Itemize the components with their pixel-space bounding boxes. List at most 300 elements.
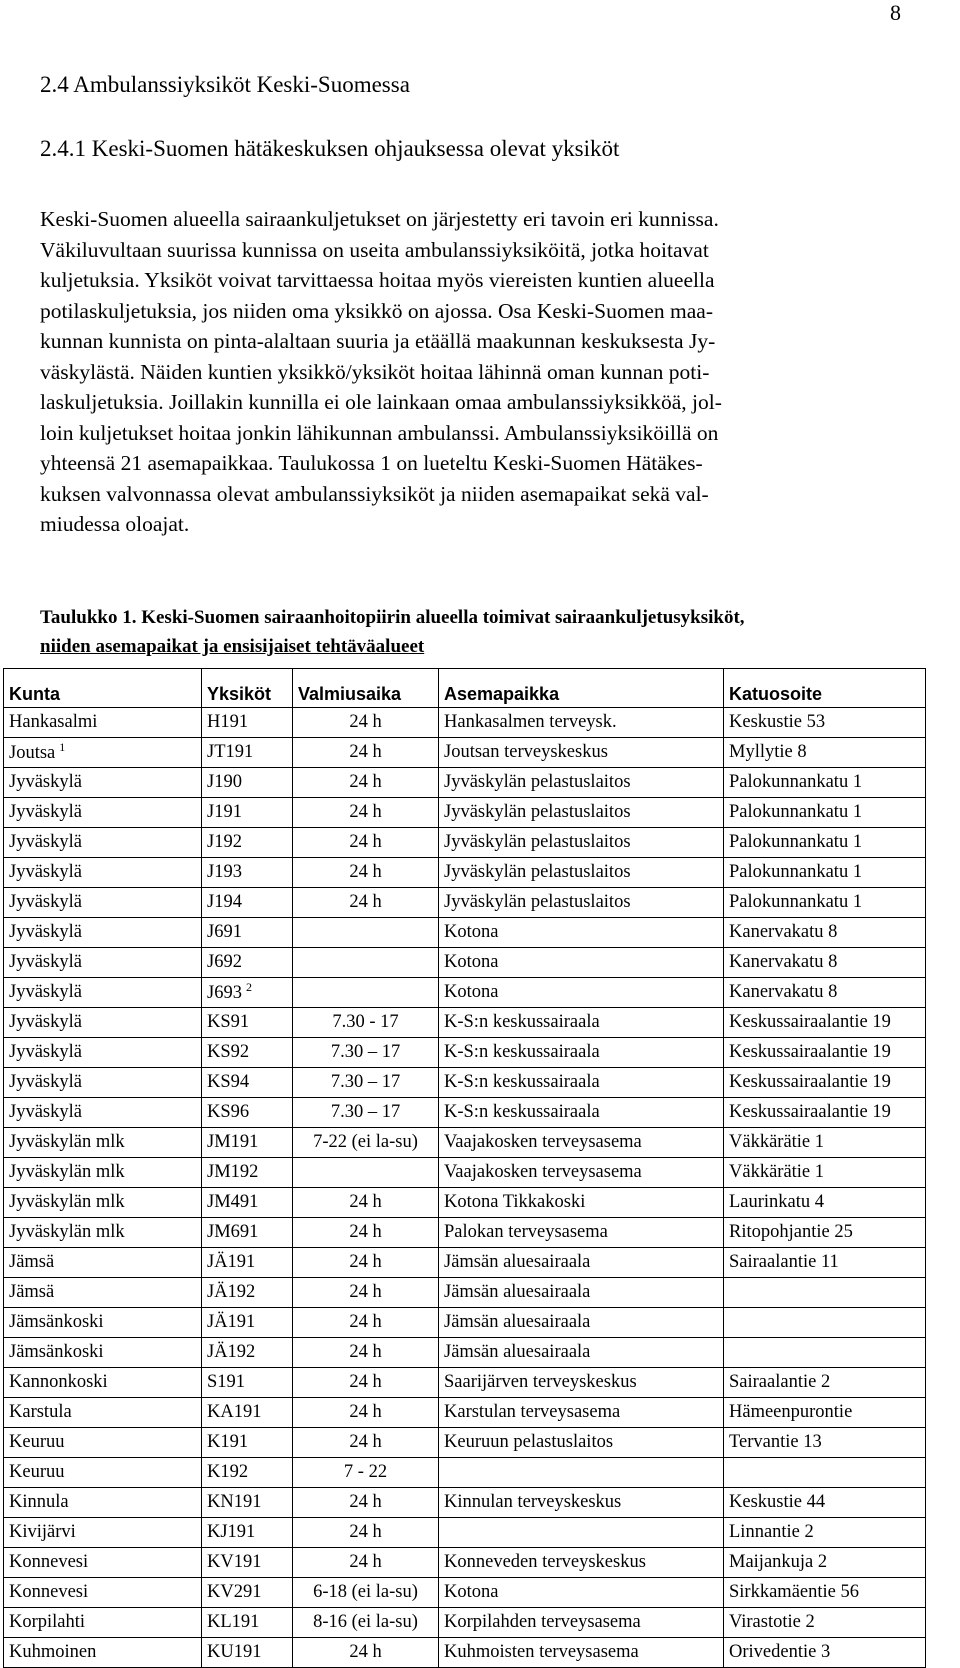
cell-katuosoite — [724, 768, 926, 798]
table-row — [4, 798, 926, 828]
cell-yksikot-text: JÄ191 — [207, 1312, 256, 1332]
cell-asemapaikka-text: Vaajakosken terveysasema — [444, 1162, 642, 1182]
section-heading: 2.4 Ambulanssiyksiköt Keski-Suomessa — [40, 72, 410, 97]
cell-yksikot-text: JM691 — [207, 1222, 259, 1242]
cell-valmiusaika-text: 7.30 – 17 — [330, 1072, 401, 1092]
cell-kunta-text: Joutsa — [9, 743, 56, 764]
cell-katuosoite — [724, 828, 926, 858]
cell-kunta-text: Jyväskylä — [9, 982, 82, 1002]
cell-yksikot — [202, 768, 293, 798]
cell-asemapaikka-text: Palokan terveysasema — [444, 1222, 608, 1242]
table-body — [4, 708, 926, 1668]
table-row — [4, 1098, 926, 1128]
cell-kunta — [4, 918, 202, 948]
cell-katuosoite — [724, 1188, 926, 1218]
table-row — [4, 978, 926, 1008]
cell-katuosoite-text: Keskussairaalantie 19 — [729, 1102, 891, 1122]
cell-katuosoite — [724, 1158, 926, 1188]
cell-kunta — [4, 978, 202, 1008]
cell-yksikot — [202, 1428, 293, 1458]
cell-kunta-text: Jyväskylä — [9, 1102, 82, 1122]
cell-yksikot — [202, 1008, 293, 1038]
table-row — [4, 1308, 926, 1338]
cell-valmiusaika — [293, 1548, 439, 1578]
cell-yksikot — [202, 1488, 293, 1518]
cell-asemapaikka — [439, 858, 724, 888]
table-row — [4, 1608, 926, 1638]
cell-katuosoite — [724, 798, 926, 828]
cell-yksikot — [202, 1128, 293, 1158]
cell-kunta — [4, 1188, 202, 1218]
table-row — [4, 1578, 926, 1608]
cell-valmiusaika — [293, 1608, 439, 1638]
cell-asemapaikka — [439, 1008, 724, 1038]
cell-kunta — [4, 1308, 202, 1338]
cell-yksikot — [202, 1548, 293, 1578]
cell-yksikot — [202, 1218, 293, 1248]
cell-kunta-text: Jyväskylä — [9, 862, 82, 882]
cell-asemapaikka — [439, 1428, 724, 1458]
cell-valmiusaika — [293, 1158, 439, 1188]
cell-katuosoite-text: Tervantie 13 — [729, 1432, 822, 1452]
cell-katuosoite — [724, 978, 926, 1008]
cell-asemapaikka-text: Kotona — [444, 952, 499, 972]
cell-kunta — [4, 1608, 202, 1638]
cell-kunta — [4, 948, 202, 978]
cell-kunta-text: Jyväskylä — [9, 1072, 82, 1092]
cell-yksikot-text: KL191 — [207, 1612, 260, 1632]
cell-katuosoite-text: Ritopohjantie 25 — [729, 1222, 853, 1242]
paragraph-line: väskylästä. Näiden kuntien yksikkö/yksiköt hoitaa lähinnä oman kunnan poti- — [40, 359, 710, 384]
cell-yksikot-text: S191 — [207, 1372, 246, 1392]
table-row — [4, 1068, 926, 1098]
cell-asemapaikka — [439, 1218, 724, 1248]
cell-katuosoite-text: Sairaalantie 2 — [729, 1372, 831, 1392]
cell-kunta — [4, 1278, 202, 1308]
cell-asemapaikka — [439, 1368, 724, 1398]
cell-valmiusaika — [293, 1098, 439, 1128]
table-row — [4, 1248, 926, 1278]
cell-valmiusaika-text: 24 h — [349, 1342, 382, 1362]
cell-yksikot-text: J190 — [207, 772, 242, 792]
cell-kunta — [4, 1578, 202, 1608]
cell-yksikot-text: KN191 — [207, 1492, 262, 1512]
cell-valmiusaika — [293, 1308, 439, 1338]
cell-katuosoite-text: Palokunnankatu 1 — [729, 802, 863, 822]
cell-valmiusaika-text: 7.30 - 17 — [332, 1012, 399, 1032]
cell-katuosoite-text: Linnantie 2 — [729, 1522, 814, 1542]
table-row — [4, 708, 926, 738]
cell-kunta-text: Jyväskylän mlk — [9, 1162, 125, 1182]
cell-valmiusaika — [293, 738, 439, 768]
table-row — [4, 738, 926, 768]
table-row — [4, 828, 926, 858]
cell-kunta-text: Jyväskylä — [9, 1042, 82, 1062]
cell-kunta-text: Jyväskylän mlk — [9, 1192, 125, 1212]
cell-yksikot-text: J193 — [207, 862, 242, 882]
cell-valmiusaika — [293, 1458, 439, 1488]
cell-valmiusaika-text: 24 h — [349, 1552, 382, 1572]
cell-katuosoite — [724, 1098, 926, 1128]
paragraph-line: Keski-Suomen alueella sairaankuljetukset on järjestetty eri tavoin eri kunnissa. — [40, 207, 719, 231]
cell-katuosoite-text: Väkkärätie 1 — [729, 1132, 825, 1152]
cell-valmiusaika — [293, 1338, 439, 1368]
cell-asemapaikka — [439, 1068, 724, 1098]
cell-asemapaikka-text: Vaajakosken terveysasema — [444, 1132, 642, 1152]
cell-valmiusaika-text: 24 h — [349, 862, 382, 882]
cell-katuosoite — [724, 1608, 926, 1638]
paragraph-line: kunnan kunnista on pinta-alaltaan suuria ja etäällä maakunnan keskuksesta Jy- — [40, 329, 716, 353]
cell-kunta — [4, 1098, 202, 1128]
cell-asemapaikka — [439, 828, 724, 858]
cell-katuosoite — [724, 1548, 926, 1578]
cell-valmiusaika — [293, 1488, 439, 1518]
cell-katuosoite — [724, 1338, 926, 1368]
cell-asemapaikka — [439, 1188, 724, 1218]
paragraph-line: laskuljetuksia. Joillakin kunnilla ei ole lainkaan omaa ambulanssiyksikköä, jol- — [40, 390, 722, 414]
cell-asemapaikka — [439, 888, 724, 918]
cell-katuosoite-text: Sirkkamäentie 56 — [729, 1582, 859, 1602]
cell-asemapaikka — [439, 738, 724, 768]
cell-katuosoite-text: Orivedentie 3 — [729, 1642, 831, 1662]
table-row — [4, 1218, 926, 1248]
cell-yksikot — [202, 1158, 293, 1188]
cell-kunta-text: Kannonkoski — [9, 1372, 108, 1392]
cell-asemapaikka-text: Keuruun pelastuslaitos — [444, 1432, 614, 1452]
table-row — [4, 1638, 926, 1668]
cell-yksikot-text: KS96 — [207, 1102, 250, 1122]
cell-katuosoite — [724, 948, 926, 978]
cell-valmiusaika-text: 7.30 – 17 — [330, 1042, 401, 1062]
cell-asemapaikka-text: Karstulan terveysasema — [444, 1402, 621, 1422]
cell-yksikot-text: JM191 — [207, 1132, 259, 1152]
cell-yksikot-text: J692 — [207, 952, 242, 972]
cell-valmiusaika — [293, 1398, 439, 1428]
cell-asemapaikka — [439, 1488, 724, 1518]
table-row — [4, 1518, 926, 1548]
cell-valmiusaika — [293, 1188, 439, 1218]
cell-katuosoite — [724, 1218, 926, 1248]
cell-asemapaikka — [439, 1158, 724, 1188]
cell-yksikot-text: J194 — [207, 892, 242, 912]
cell-asemapaikka-text: Hankasalmen terveysk. — [444, 712, 617, 732]
table-row — [4, 1188, 926, 1218]
cell-valmiusaika — [293, 1038, 439, 1068]
cell-valmiusaika-text: 24 h — [349, 1222, 382, 1242]
cell-asemapaikka — [439, 1548, 724, 1578]
cell-asemapaikka — [439, 1338, 724, 1368]
cell-asemapaikka — [439, 1248, 724, 1278]
cell-yksikot — [202, 1398, 293, 1428]
cell-valmiusaika-text: 24 h — [349, 772, 382, 792]
cell-katuosoite — [724, 1278, 926, 1308]
cell-valmiusaika-text: 24 h — [349, 1372, 382, 1392]
table-row — [4, 1548, 926, 1578]
cell-yksikot — [202, 828, 293, 858]
cell-yksikot — [202, 708, 293, 738]
table-row — [4, 948, 926, 978]
cell-kunta — [4, 828, 202, 858]
cell-kunta-text: Konnevesi — [9, 1552, 89, 1572]
cell-kunta-text: Jyväskylä — [9, 802, 82, 822]
table-row — [4, 1488, 926, 1518]
cell-asemapaikka — [439, 1578, 724, 1608]
cell-valmiusaika — [293, 768, 439, 798]
table-row — [4, 1368, 926, 1398]
cell-valmiusaika — [293, 1128, 439, 1158]
cell-katuosoite-text: Palokunnankatu 1 — [729, 772, 863, 792]
cell-yksikot-text: J693 — [207, 983, 242, 1004]
cell-asemapaikka-text: Jyväskylän pelastuslaitos — [444, 892, 631, 912]
cell-yksikot — [202, 1278, 293, 1308]
footnote-mark: 1 — [59, 740, 66, 755]
cell-valmiusaika — [293, 948, 439, 978]
cell-asemapaikka-text: Jyväskylän pelastuslaitos — [444, 772, 631, 792]
cell-valmiusaika — [293, 1638, 439, 1668]
table-row — [4, 858, 926, 888]
cell-yksikot-text: JM491 — [207, 1192, 259, 1212]
cell-kunta-text: Jämsänkoski — [9, 1312, 104, 1332]
cell-yksikot-text: JM192 — [207, 1162, 259, 1182]
cell-asemapaikka — [439, 768, 724, 798]
cell-valmiusaika-text: 8-16 (ei la-su) — [313, 1612, 418, 1632]
cell-asemapaikka — [439, 1308, 724, 1338]
cell-katuosoite — [724, 1428, 926, 1458]
cell-katuosoite-text: Kanervakatu 8 — [729, 952, 838, 972]
cell-asemapaikka — [439, 1608, 724, 1638]
cell-asemapaikka-text: Kotona Tikkakoski — [444, 1192, 586, 1212]
table-caption — [40, 603, 940, 661]
cell-yksikot-text: J192 — [207, 832, 242, 852]
cell-katuosoite-text: Maijankuja 2 — [729, 1552, 828, 1572]
table-row — [4, 888, 926, 918]
table-row — [4, 1008, 926, 1038]
table-row — [4, 1398, 926, 1428]
cell-kunta — [4, 1158, 202, 1188]
cell-asemapaikka — [439, 1098, 724, 1128]
cell-asemapaikka-text: K-S:n keskussairaala — [444, 1042, 600, 1062]
cell-valmiusaika — [293, 1578, 439, 1608]
cell-asemapaikka-text: K-S:n keskussairaala — [444, 1012, 600, 1032]
cell-kunta-text: Korpilahti — [9, 1612, 86, 1632]
cell-yksikot — [202, 1248, 293, 1278]
cell-valmiusaika-text: 6-18 (ei la-su) — [313, 1582, 418, 1602]
cell-valmiusaika-text: 7.30 – 17 — [330, 1102, 401, 1122]
cell-katuosoite — [724, 1068, 926, 1098]
cell-kunta-text: Hankasalmi — [9, 712, 98, 732]
page-number: 8 — [890, 0, 901, 25]
cell-kunta-text: Kivijärvi — [9, 1522, 76, 1542]
cell-kunta-text: Kuhmoinen — [9, 1642, 97, 1662]
header-katuosoite: Katuosoite — [724, 669, 926, 708]
cell-katuosoite — [724, 1248, 926, 1278]
cell-valmiusaika — [293, 1428, 439, 1458]
cell-katuosoite — [724, 1458, 926, 1488]
cell-kunta-text: Keuruu — [9, 1432, 65, 1452]
cell-kunta — [4, 1368, 202, 1398]
cell-katuosoite-text: Hämeenpurontie — [729, 1402, 853, 1422]
cell-valmiusaika — [293, 798, 439, 828]
cell-katuosoite — [724, 1128, 926, 1158]
cell-kunta — [4, 1548, 202, 1578]
cell-kunta — [4, 798, 202, 828]
cell-asemapaikka-text: Korpilahden terveysasema — [444, 1612, 641, 1632]
table-caption-line: niiden asemapaikat ja ensisijaiset tehtäväalueet — [40, 636, 425, 657]
cell-asemapaikka — [439, 1278, 724, 1308]
cell-valmiusaika — [293, 918, 439, 948]
table-row — [4, 1458, 926, 1488]
cell-yksikot-text: KS94 — [207, 1072, 250, 1092]
cell-yksikot-text: KV291 — [207, 1582, 262, 1602]
cell-asemapaikka-text: Jämsän aluesairaala — [444, 1282, 591, 1302]
cell-kunta — [4, 1488, 202, 1518]
cell-kunta — [4, 708, 202, 738]
cell-yksikot-text: KV191 — [207, 1552, 262, 1572]
cell-valmiusaika-text: 24 h — [349, 1252, 382, 1272]
cell-asemapaikka-text: Jämsän aluesairaala — [444, 1312, 591, 1332]
cell-yksikot-text: J191 — [207, 802, 242, 822]
cell-kunta-text: Jämsä — [9, 1282, 55, 1302]
cell-katuosoite-text: Keskustie 44 — [729, 1492, 826, 1512]
cell-kunta-text: Jyväskylä — [9, 772, 82, 792]
cell-yksikot-text: JÄ192 — [207, 1342, 256, 1362]
cell-yksikot — [202, 1458, 293, 1488]
table-caption-line: Taulukko 1. Keski-Suomen sairaanhoitopiirin alueella toimivat sairaankuljetusyksiköt, — [40, 607, 745, 628]
cell-valmiusaika-text: 7-22 (ei la-su) — [313, 1132, 418, 1152]
header-valmiusaika: Valmiusaika — [293, 669, 439, 708]
cell-katuosoite-text: Keskussairaalantie 19 — [729, 1012, 891, 1032]
cell-yksikot-text: KJ191 — [207, 1522, 256, 1542]
cell-katuosoite — [724, 1638, 926, 1668]
cell-katuosoite — [724, 858, 926, 888]
cell-yksikot — [202, 1368, 293, 1398]
cell-yksikot — [202, 1518, 293, 1548]
cell-asemapaikka-text: Joutsan terveyskeskus — [444, 742, 608, 762]
paragraph-line: Väkiluvultaan suurissa kunnissa on useita ambulanssiyksiköitä, jotka hoitavat — [40, 237, 709, 262]
cell-valmiusaika — [293, 888, 439, 918]
paragraph-line: miudessa oloajat. — [40, 512, 190, 536]
cell-kunta-text: Jämsänkoski — [9, 1342, 104, 1362]
cell-valmiusaika — [293, 858, 439, 888]
cell-katuosoite — [724, 1008, 926, 1038]
cell-asemapaikka — [439, 1638, 724, 1668]
cell-kunta-text: Jyväskylä — [9, 832, 82, 852]
cell-kunta — [4, 858, 202, 888]
cell-yksikot — [202, 1098, 293, 1128]
table-row — [4, 1158, 926, 1188]
cell-valmiusaika — [293, 1518, 439, 1548]
cell-yksikot — [202, 978, 293, 1008]
cell-asemapaikka-text: Jyväskylän pelastuslaitos — [444, 832, 631, 852]
cell-katuosoite-text: Keskussairaalantie 19 — [729, 1072, 891, 1092]
cell-katuosoite — [724, 1488, 926, 1518]
paragraph-line: kuljetuksia. Yksiköt voivat tarvittaessa hoitaa myös viereisten kuntien alueella — [40, 268, 715, 292]
cell-valmiusaika — [293, 1368, 439, 1398]
table-row — [4, 1128, 926, 1158]
cell-yksikot-text: K191 — [207, 1432, 249, 1452]
table-row — [4, 768, 926, 798]
cell-valmiusaika-text: 24 h — [349, 1642, 382, 1662]
cell-katuosoite-text: Virastotie 2 — [729, 1612, 815, 1632]
paragraph-line: kuksen valvonnassa olevat ambulanssiyksiköt ja niiden asemapaikat sekä val- — [40, 481, 709, 506]
cell-katuosoite — [724, 1518, 926, 1548]
cell-kunta — [4, 888, 202, 918]
footnote-mark: 2 — [245, 980, 252, 995]
cell-yksikot — [202, 738, 293, 768]
cell-kunta — [4, 1068, 202, 1098]
table-row — [4, 1038, 926, 1068]
cell-valmiusaika-text: 24 h — [349, 742, 382, 762]
cell-yksikot — [202, 798, 293, 828]
cell-asemapaikka-text: Jyväskylän pelastuslaitos — [444, 802, 631, 822]
cell-valmiusaika-text: 24 h — [349, 712, 382, 732]
subsection-heading: 2.4.1 Keski-Suomen hätäkeskuksen ohjauksessa olevat yksiköt — [40, 136, 620, 161]
cell-kunta — [4, 1638, 202, 1668]
cell-kunta-text: Jyväskylä — [9, 1012, 82, 1032]
cell-yksikot-text: H191 — [207, 712, 249, 732]
cell-asemapaikka — [439, 978, 724, 1008]
table-row — [4, 1428, 926, 1458]
cell-kunta-text: Kinnula — [9, 1492, 69, 1512]
cell-yksikot — [202, 1338, 293, 1368]
cell-asemapaikka-text: Saarijärven terveyskeskus — [444, 1372, 637, 1392]
paragraph-line: potilaskuljetuksia, jos niiden oma yksikkö on ajossa. Osa Keski-Suomen maa- — [40, 298, 713, 323]
cell-valmiusaika-text: 24 h — [349, 1522, 382, 1542]
cell-katuosoite — [724, 708, 926, 738]
ambulance-units-table — [3, 668, 926, 1668]
cell-valmiusaika-text: 24 h — [349, 1492, 382, 1512]
cell-kunta — [4, 768, 202, 798]
cell-kunta-text: Jyväskylän mlk — [9, 1132, 125, 1152]
cell-kunta — [4, 1518, 202, 1548]
cell-kunta-text: Jyväskylä — [9, 892, 82, 912]
paragraph-line: yhteensä 21 asemapaikkaa. Taulukossa 1 on lueteltu Keski-Suomen Hätäkes- — [40, 451, 703, 475]
cell-asemapaikka-text: Kotona — [444, 922, 499, 942]
cell-katuosoite — [724, 1368, 926, 1398]
cell-katuosoite — [724, 1578, 926, 1608]
cell-asemapaikka-text: Konneveden terveyskeskus — [444, 1552, 646, 1572]
cell-kunta — [4, 1338, 202, 1368]
cell-yksikot-text: JÄ191 — [207, 1252, 256, 1272]
cell-kunta — [4, 1218, 202, 1248]
table-row — [4, 1338, 926, 1368]
cell-katuosoite — [724, 918, 926, 948]
cell-yksikot-text: KU191 — [207, 1642, 262, 1662]
cell-valmiusaika-text: 24 h — [349, 1402, 382, 1422]
cell-valmiusaika — [293, 978, 439, 1008]
cell-yksikot — [202, 1068, 293, 1098]
cell-yksikot — [202, 1608, 293, 1638]
cell-kunta — [4, 1398, 202, 1428]
cell-valmiusaika-text: 24 h — [349, 892, 382, 912]
cell-yksikot — [202, 1638, 293, 1668]
cell-asemapaikka-text: Jyväskylän pelastuslaitos — [444, 862, 631, 882]
cell-kunta-text: Karstula — [9, 1402, 72, 1422]
cell-asemapaikka-text: K-S:n keskussairaala — [444, 1102, 600, 1122]
cell-yksikot — [202, 948, 293, 978]
cell-yksikot-text: KS92 — [207, 1042, 250, 1062]
cell-yksikot — [202, 918, 293, 948]
cell-yksikot — [202, 1038, 293, 1068]
cell-kunta-text: Keuruu — [9, 1462, 65, 1482]
body-paragraph — [40, 204, 920, 540]
cell-yksikot-text: KS91 — [207, 1012, 250, 1032]
cell-yksikot — [202, 1188, 293, 1218]
cell-asemapaikka — [439, 798, 724, 828]
header-yksikot: Yksiköt — [202, 669, 293, 708]
cell-katuosoite-text: Kanervakatu 8 — [729, 922, 838, 942]
cell-kunta — [4, 1458, 202, 1488]
